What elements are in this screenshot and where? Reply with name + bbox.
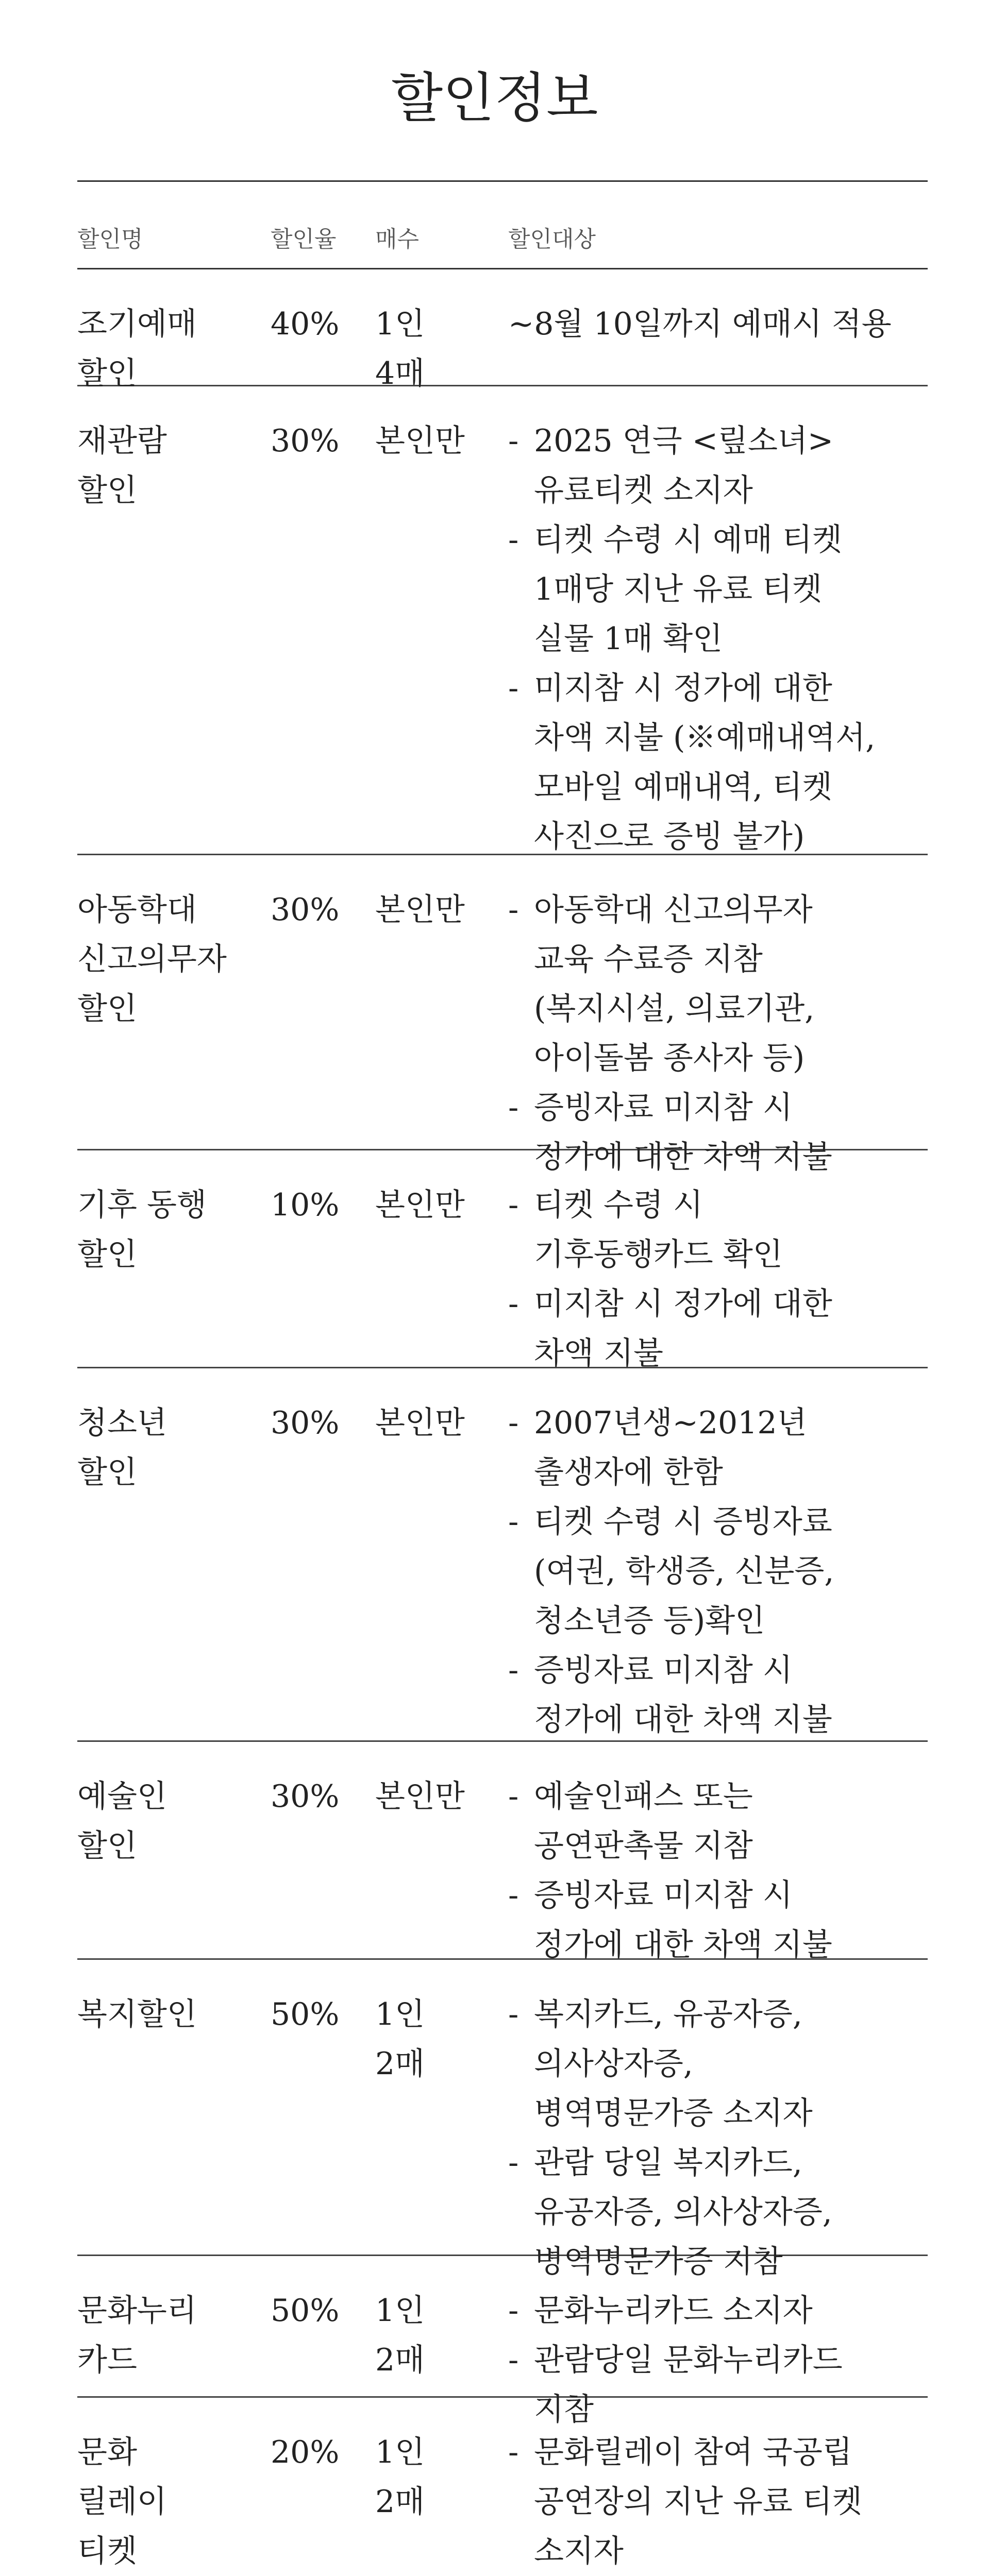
ticket-count	[375, 416, 504, 466]
table-row	[77, 2398, 928, 2576]
target-bullet-line: 티켓 수령 시 증빙자료	[534, 1504, 832, 1540]
discount-table	[77, 182, 928, 2576]
discount-target	[508, 1772, 928, 1970]
discount-name-line: 재관람	[77, 423, 167, 459]
target-bullet-line: 공연판촉물 지참	[534, 1828, 753, 1864]
discount-rate: 50%	[271, 2293, 340, 2329]
discount-name-line: 할인	[77, 1236, 137, 1273]
discount-name	[77, 1398, 263, 1497]
discount-name-line: 할인	[77, 1454, 137, 1490]
target-bullet-line: 1매당 지난 유료 티켓	[534, 571, 823, 607]
bullet-dash: -	[508, 892, 519, 928]
bullet-dash: -	[508, 2293, 519, 2329]
target-bullet-line: 차액 지불	[534, 1335, 663, 1371]
ticket-count-line: 본인만	[375, 1187, 465, 1223]
target-bullet-line: 청소년증 등)확인	[534, 1603, 765, 1639]
discount-name-line: 문화	[77, 2434, 137, 2470]
discount-target	[508, 2428, 928, 2576]
target-bullet-line: 유공자증, 의사상자증,	[534, 2194, 832, 2230]
header-ticket-count: 매수	[375, 226, 420, 252]
ticket-count	[375, 2286, 504, 2385]
ticket-count-line: 본인만	[375, 423, 465, 459]
target-bullet-line: 지참	[534, 2392, 594, 2428]
target-bullet-line: 의사상자증,	[534, 2046, 693, 2082]
table-row	[77, 1742, 928, 1963]
bullet-dash: -	[508, 1996, 519, 2032]
target-bullet-line: 공연장의 지난 유료 티켓	[534, 2484, 862, 2520]
table-row	[77, 2256, 928, 2428]
bullet-dash: -	[508, 670, 519, 706]
discount-name-line: 할인	[77, 1828, 137, 1864]
target-bullet-line: 정가에 대한 차액 지불	[534, 1927, 832, 1963]
target-bullet-item	[508, 664, 928, 861]
target-bullet-item	[508, 1180, 928, 1279]
discount-name-line: 릴레이	[77, 2484, 167, 2520]
discount-name-line: 청소년	[77, 1405, 167, 1441]
discount-rate: 30%	[271, 1778, 340, 1815]
discount-name-line: 할인	[77, 472, 137, 509]
discount-rate: 20%	[271, 2434, 340, 2470]
target-bullet-line: 미지참 시 정가에 대한	[534, 670, 832, 706]
discount-name	[77, 299, 263, 398]
discount-target	[508, 416, 928, 861]
discount-name-line: 문화누리	[77, 2293, 197, 2329]
target-bullet-item	[508, 1398, 928, 1497]
discount-target	[508, 1398, 928, 1744]
target-bullet-list	[508, 1398, 928, 1744]
ticket-count	[375, 1398, 504, 1448]
bullet-dash: -	[508, 1090, 519, 1126]
ticket-count-line: 본인만	[375, 1405, 465, 1441]
discount-name	[77, 1180, 263, 1279]
ticket-count	[375, 1990, 504, 2089]
table-body	[77, 269, 928, 2576]
discount-name-line: 예술인	[77, 1778, 167, 1815]
ticket-count-line: 2매	[375, 2484, 425, 2520]
bullet-dash: -	[508, 2342, 519, 2378]
target-bullet-line: (여권, 학생증, 신분증,	[534, 1553, 834, 1589]
ticket-count	[375, 299, 504, 398]
target-bullet-line: 티켓 수령 시	[534, 1187, 703, 1223]
ticket-count-line: 1인	[375, 2293, 425, 2329]
discount-target	[508, 299, 928, 349]
target-bullet-line: 예술인패스 또는	[534, 1778, 753, 1815]
table-row	[77, 855, 928, 1175]
ticket-count	[375, 1180, 504, 1230]
target-bullet-list	[508, 1772, 928, 1970]
discount-name-line: 할인	[77, 991, 137, 1027]
discount-rate: 30%	[271, 892, 340, 928]
ticket-count	[375, 1772, 504, 1821]
bullet-dash: -	[508, 1877, 519, 1913]
discount-rate: 30%	[271, 423, 340, 459]
target-bullet-item	[508, 1772, 928, 1871]
target-bullet-line: 병역명문가증 지참	[534, 2244, 783, 2280]
bullet-dash: -	[508, 2145, 519, 2181]
page-title: 할인정보	[391, 66, 598, 129]
bullet-dash: -	[508, 1778, 519, 1815]
bullet-dash: -	[508, 522, 519, 558]
discount-name-line: 신고의무자	[77, 941, 227, 977]
target-bullet-line: 증빙자료 미지참 시	[534, 1877, 793, 1913]
target-bullet-item	[508, 885, 928, 1083]
bullet-dash: -	[508, 423, 519, 459]
discount-name-line: 할인	[77, 355, 137, 392]
target-bullet-line: 유료티켓 소지자	[534, 472, 753, 509]
discount-name	[77, 1990, 263, 2039]
header-discount-rate: 할인율	[271, 226, 337, 252]
target-bullet-item	[508, 2286, 928, 2335]
target-bullet-list	[508, 1180, 928, 1378]
target-bullet-line: 기후동행카드 확인	[534, 1236, 783, 1273]
target-bullet-line: 증빙자료 미지참 시	[534, 1090, 793, 1126]
target-bullet-line: 증빙자료 미지참 시	[534, 1652, 793, 1688]
table-row	[77, 386, 928, 855]
target-bullet-item	[508, 1279, 928, 1378]
target-bullet-line: (복지시설, 의료기관,	[534, 991, 815, 1027]
table-row	[77, 1960, 928, 2280]
target-bullet-list	[508, 1990, 928, 2286]
discount-target-text: ~8월 10일까지 예매시 적용	[508, 306, 892, 342]
discount-rate: 50%	[271, 1996, 340, 2032]
target-bullet-line: 아이돌봄 종사자 등)	[534, 1040, 805, 1076]
discount-name	[77, 2428, 263, 2576]
ticket-count	[375, 2428, 504, 2527]
target-bullet-item	[508, 1497, 928, 1646]
ticket-count-line: 1인	[375, 2434, 425, 2470]
bullet-dash: -	[508, 1504, 519, 1540]
discount-rate: 30%	[271, 1405, 340, 1441]
bullet-dash: -	[508, 1405, 519, 1441]
table-row	[77, 269, 928, 392]
target-bullet-line: 미지참 시 정가에 대한	[534, 1286, 832, 1322]
discount-name	[77, 885, 263, 1033]
bullet-dash: -	[508, 1286, 519, 1322]
target-bullet-line: 정가에 대한 차액 지불	[534, 1702, 832, 1738]
discount-name-line: 티켓	[77, 2533, 137, 2569]
target-bullet-item	[508, 1990, 928, 2138]
target-bullet-list	[508, 2428, 928, 2576]
target-bullet-item	[508, 1646, 928, 1744]
ticket-count-line: 1인	[375, 1996, 425, 2032]
target-bullet-line: 정가에 대한 차액 지불	[534, 1139, 832, 1175]
ticket-count-line: 2매	[375, 2342, 425, 2378]
bullet-dash: -	[508, 2434, 519, 2470]
ticket-count-line: 2매	[375, 2046, 425, 2082]
ticket-count-line: 1인	[375, 306, 425, 342]
target-bullet-line: 실물 1매 확인	[534, 621, 723, 657]
target-bullet-line: 차액 지불 (※예매내역서,	[534, 720, 876, 756]
discount-name-line: 카드	[77, 2342, 137, 2378]
target-bullet-item	[508, 2428, 928, 2576]
discount-name-line: 복지할인	[77, 1996, 197, 2032]
target-bullet-line: 사진으로 증빙 불가)	[534, 819, 805, 855]
ticket-count	[375, 885, 504, 935]
target-bullet-list	[508, 885, 928, 1182]
target-bullet-line: 관람당일 문화누리카드	[534, 2342, 843, 2378]
target-bullet-line: 문화누리카드 소지자	[534, 2293, 813, 2329]
target-bullet-line: 교육 수료증 지참	[534, 941, 763, 977]
target-bullet-line: 병역명문가증 소지자	[534, 2095, 813, 2131]
ticket-count-line: 본인만	[375, 1778, 465, 1815]
ticket-count-line: 4매	[375, 355, 425, 392]
discount-name	[77, 416, 263, 515]
target-bullet-line: 아동학대 신고의무자	[534, 892, 813, 928]
bullet-dash: -	[508, 1187, 519, 1223]
discount-rate: 10%	[271, 1187, 340, 1223]
table-row	[77, 1150, 928, 1371]
discount-target	[508, 1180, 928, 1378]
discount-target	[508, 885, 928, 1182]
target-bullet-item	[508, 1871, 928, 1970]
table-row	[77, 1368, 928, 1742]
header-discount-target: 할인대상	[508, 226, 596, 252]
target-bullet-line: 2025 연극 <맆소녀>	[534, 423, 834, 459]
target-bullet-line: 모바일 예매내역, 티켓	[534, 769, 832, 805]
discount-name-line: 기후 동행	[77, 1187, 207, 1223]
discount-name	[77, 1772, 263, 1871]
target-bullet-line: 티켓 수령 시 예매 티켓	[534, 522, 842, 558]
bullet-dash: -	[508, 1652, 519, 1688]
target-bullet-line: 소지자	[534, 2533, 624, 2569]
header-discount-name: 할인명	[77, 226, 143, 252]
ticket-count-line: 본인만	[375, 892, 465, 928]
discount-name-line: 조기예매	[77, 306, 197, 342]
discount-rate: 40%	[271, 306, 340, 342]
target-bullet-line: 관람 당일 복지카드,	[534, 2145, 802, 2181]
target-bullet-line: 문화릴레이 참여 국공립	[534, 2434, 852, 2470]
target-bullet-line: 2007년생~2012년	[534, 1405, 807, 1441]
discount-name-line: 아동학대	[77, 892, 197, 928]
target-bullet-item	[508, 515, 928, 664]
table-header-row	[77, 182, 928, 269]
discount-target	[508, 1990, 928, 2286]
target-bullet-list	[508, 416, 928, 861]
target-bullet-item	[508, 416, 928, 515]
target-bullet-line: 복지카드, 유공자증,	[534, 1996, 802, 2032]
target-bullet-line: 출생자에 한함	[534, 1454, 723, 1490]
discount-name	[77, 2286, 263, 2385]
